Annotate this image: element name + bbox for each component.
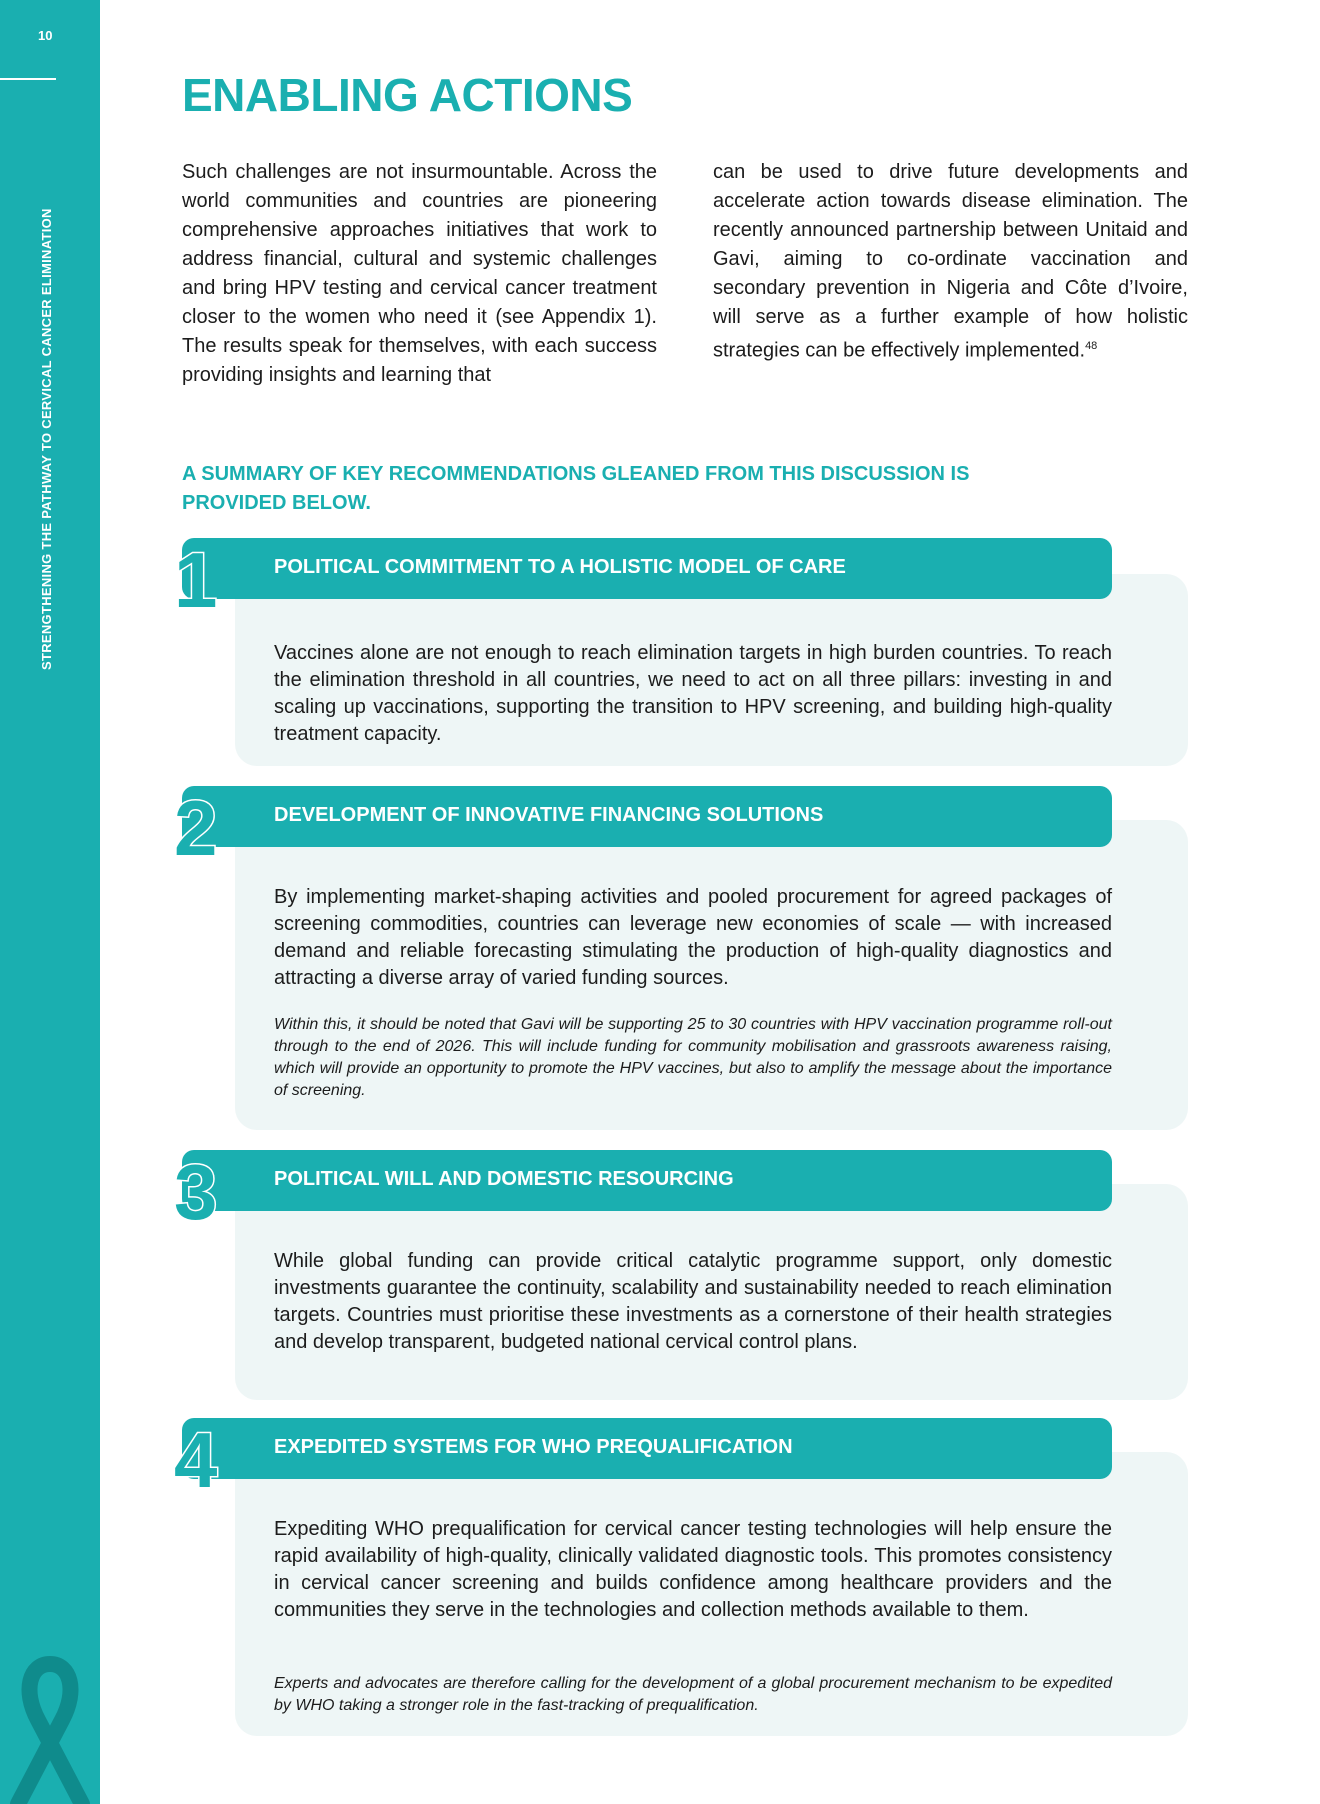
recommendation-number: 1 xyxy=(174,536,218,624)
intro-right-column xyxy=(713,158,1188,366)
recommendation-title: EXPEDITED SYSTEMS FOR WHO PREQUALIFICATION xyxy=(274,1436,793,1458)
intro-left-column: Such challenges are not insurmountable. Across the world communities and countries are pioneering comprehensive approaches initiatives that work to address financial, cultural and systemic challenges and bring HPV testing and cervical cancer treatment closer to the women who need it (see Appendix 1). The results speak for themselves, with each success providing insights and learning that xyxy=(182,161,657,386)
recommendation-number: 3 xyxy=(174,1148,218,1236)
page-title: ENABLING ACTIONS xyxy=(182,69,633,121)
recommendation-4 xyxy=(0,1418,1320,1738)
recommendation-note: Experts and advocates are therefore calling for the development of a global procurement mechanism to be expedited by WHO taking a stronger role in the fast-tracking of prequalification. xyxy=(274,1675,1112,1714)
recommendation-body: While global funding can provide critical catalytic programme support, only domestic investments guarantee the continuity, scalability and sustainability needed to reach elimination targets. Countries must prioritise these investments as a cornerstone of their health strategies and develop transparent, budgeted national cervical control plans. xyxy=(274,1250,1112,1353)
sidebar-divider xyxy=(0,78,56,80)
recommendation-body: Vaccines alone are not enough to reach elimination targets in high burden countries. To reach the elimination threshold in all countries, we need to act on all three pillars: investing in and scaling up vaccinations, supporting the transition to HPV screening, and building high-quality treatment capacity. xyxy=(274,642,1112,745)
recommendation-body: Expediting WHO prequalification for cervical cancer testing technologies will help ensure the rapid availability of high-quality, clinically validated diagnostic tools. This promotes consistency in cervical cancer screening and builds confidence among healthcare providers and the communities they serve in the technologies and collection methods available to them. xyxy=(274,1518,1112,1621)
recommendation-title: POLITICAL COMMITMENT TO A HOLISTIC MODEL OF CARE xyxy=(274,556,846,578)
recommendation-body: By implementing market-shaping activities and pooled procurement for agreed packages of screening commodities, countries can leverage new economies of scale — with increased demand and reliable forecasting stimulating the production of high-quality diagnostics and attracting a diverse array of varied funding sources. xyxy=(274,886,1112,989)
recommendation-header-bar xyxy=(182,538,1112,599)
recommendation-title: DEVELOPMENT OF INNOVATIVE FINANCING SOLUTIONS xyxy=(274,804,824,826)
recommendation-3 xyxy=(0,1150,1320,1402)
footnote-reference: 48 xyxy=(1085,340,1098,352)
recommendation-1 xyxy=(0,538,1320,768)
sidebar-title: STRENGTHENING THE PATHWAY TO CERVICAL CANCER ELIMINATION xyxy=(39,208,54,670)
recommendation-number: 2 xyxy=(174,784,218,872)
recommendation-note: Within this, it should be noted that Gavi will be supporting 25 to 30 countries with HPV vaccination programme roll-out through to the end of 2026. This will include funding for community mobilisation and grassroots awareness raising, which will provide an opportunity to promote the HPV vaccines, but also to amplify the message about the importance of screening. xyxy=(274,1016,1112,1099)
page-number: 10 xyxy=(38,28,53,43)
recommendation-number: 4 xyxy=(174,1416,218,1504)
recommendation-header-bar xyxy=(182,1418,1112,1479)
recommendation-header-bar xyxy=(182,1150,1112,1211)
recommendation-header-bar xyxy=(182,786,1112,847)
recommendation-2 xyxy=(0,786,1320,1131)
intro-right-text: can be used to drive future developments and accelerate action towards disease elimination. The recently announced partnership between Unitaid and Gavi, aiming to co-ordinate vaccination and secondary prevention in Nigeria and Côte d’Ivoire, will serve as a further example of how holistic strategies can be effectively implemented. xyxy=(713,161,1188,362)
summary-heading: A SUMMARY OF KEY RECOMMENDATIONS GLEANED FROM THIS DISCUSSION IS PROVIDED BELOW. xyxy=(182,463,970,514)
recommendation-title: POLITICAL WILL AND DOMESTIC RESOURCING xyxy=(274,1168,734,1190)
